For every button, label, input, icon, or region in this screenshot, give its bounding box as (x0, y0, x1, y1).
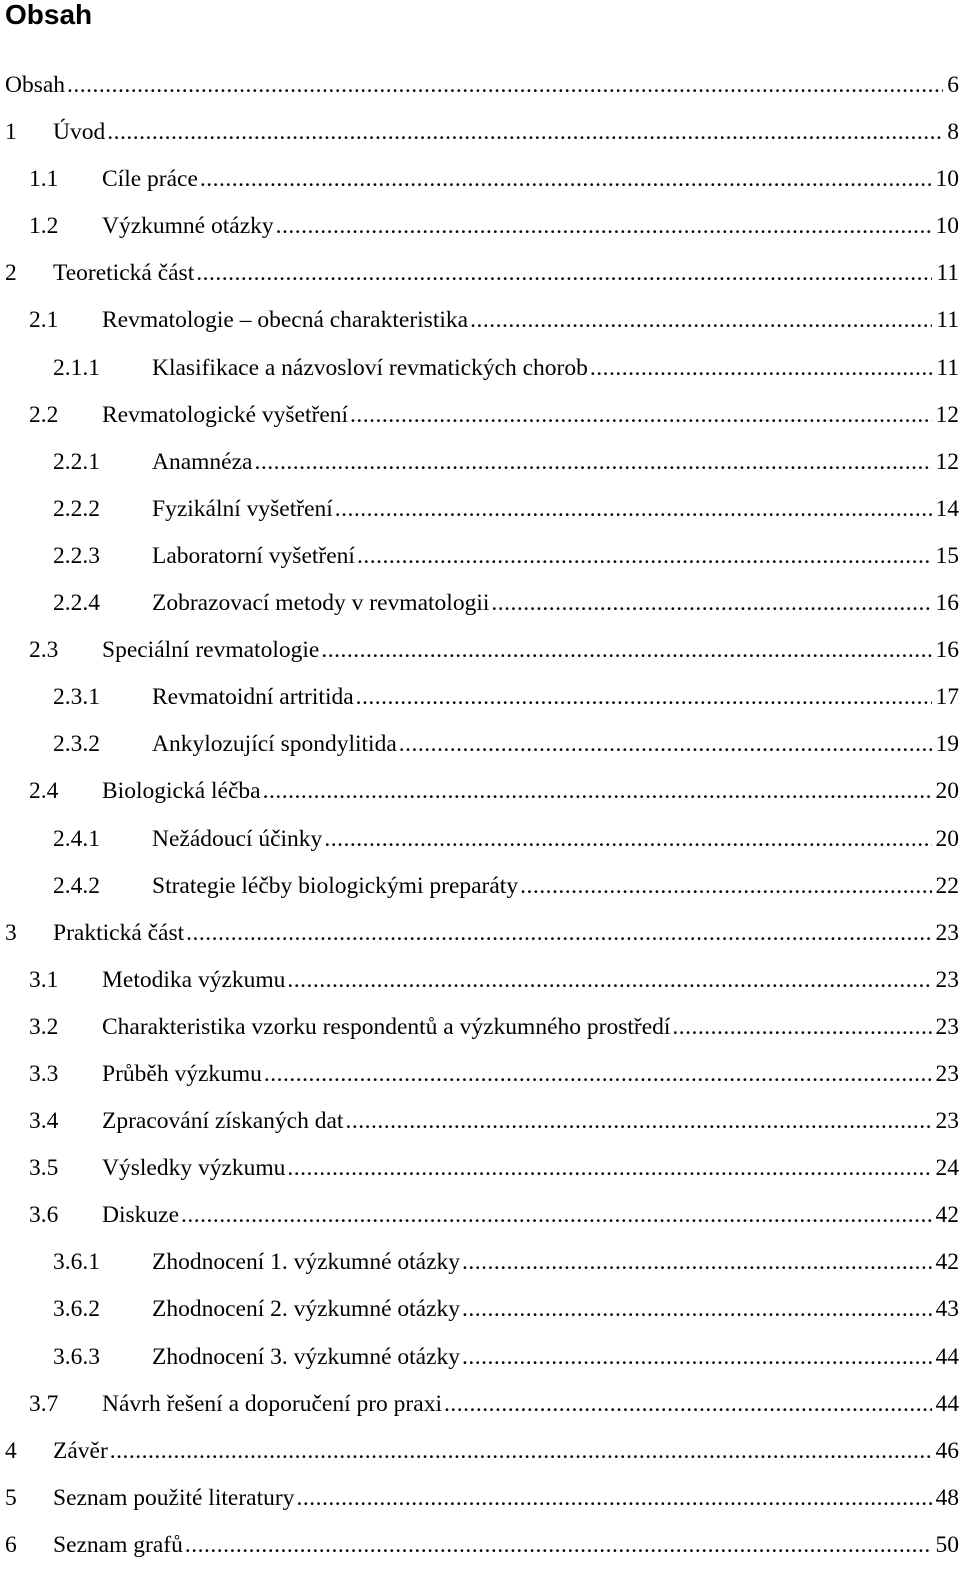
toc-entry-page-number[interactable]: 42 (932, 1192, 960, 1239)
toc-entry-page-number[interactable]: 10 (932, 203, 960, 250)
toc-entry-line (53, 910, 960, 957)
toc-entry[interactable] (0, 1475, 960, 1522)
toc-entry-number: 3.1 (29, 957, 58, 1004)
toc-entry-number: 3.7 (29, 1381, 58, 1428)
toc-entry[interactable] (0, 627, 960, 674)
toc-entry-line (152, 1334, 960, 1381)
toc-entry-line (102, 1004, 960, 1051)
dot-leader (335, 486, 932, 533)
toc-entry-label[interactable]: Nežádoucí účinky (152, 816, 324, 863)
dot-leader (590, 345, 932, 392)
toc-entry-line (102, 1145, 960, 1192)
toc-entry-page-number[interactable]: 14 (932, 486, 960, 533)
toc-entry[interactable] (0, 580, 960, 627)
dot-leader (321, 627, 931, 674)
toc-entry-number: 2.2 (29, 392, 58, 439)
toc-entry-label[interactable]: Návrh řešení a doporučení pro praxi (102, 1381, 444, 1428)
toc-entry-line (53, 1475, 960, 1522)
dot-leader (399, 721, 932, 768)
toc-entry-label[interactable]: Speciální revmatologie (102, 627, 321, 674)
toc-entry-label[interactable]: Výzkumné otázky (102, 203, 276, 250)
toc-entry[interactable] (0, 1192, 960, 1239)
toc-entry-line (102, 1381, 960, 1428)
toc-entry[interactable] (0, 439, 960, 486)
dot-leader (181, 1192, 931, 1239)
toc-entry[interactable] (0, 1428, 960, 1475)
toc-entry-number: 3.6 (29, 1192, 58, 1239)
toc-entry-label[interactable]: Výsledky výzkumu (102, 1145, 287, 1192)
toc-entry-line (152, 345, 960, 392)
toc-entry-page-number[interactable]: 19 (932, 721, 960, 768)
toc-entry[interactable] (0, 957, 960, 1004)
dot-leader (107, 109, 943, 156)
toc-entry-line (152, 439, 960, 486)
toc-entry-number: 3 (5, 910, 17, 957)
toc-entry-label[interactable]: Revmatoidní artritida (152, 674, 356, 721)
dot-leader (444, 1381, 932, 1428)
toc-entry-page-number[interactable]: 50 (932, 1522, 960, 1569)
toc-entry[interactable] (0, 863, 960, 910)
table-of-contents (0, 62, 960, 1569)
toc-entry-page-number[interactable]: 43 (932, 1286, 960, 1333)
toc-entry-line (152, 721, 960, 768)
toc-entry-page-number[interactable]: 6 (943, 62, 960, 109)
toc-entry[interactable] (0, 345, 960, 392)
toc-entry-number: 2.2.2 (53, 486, 100, 533)
toc-entry-number: 3.6.2 (53, 1286, 100, 1333)
toc-entry[interactable] (0, 721, 960, 768)
toc-entry-line (102, 392, 960, 439)
dot-leader (287, 1145, 931, 1192)
toc-entry[interactable] (0, 156, 960, 203)
toc-entry-label[interactable]: Zpracování získaných dat (102, 1098, 345, 1145)
toc-entry-label[interactable]: Teoretická část (53, 250, 196, 297)
toc-entry[interactable] (0, 62, 960, 109)
toc-entry-line (152, 674, 960, 721)
toc-entry-page-number[interactable]: 8 (943, 109, 960, 156)
toc-entry-number: 2 (5, 250, 17, 297)
toc-entry-label[interactable]: Diskuze (102, 1192, 181, 1239)
toc-entry-label[interactable]: Ankylozující spondylitida (152, 721, 399, 768)
toc-entry-line (102, 768, 960, 815)
toc-entry[interactable] (0, 1051, 960, 1098)
toc-entry-label[interactable]: Zhodnocení 3. výzkumné otázky (152, 1334, 462, 1381)
dot-leader (345, 1098, 931, 1145)
dot-leader (67, 62, 943, 109)
dot-leader (491, 580, 931, 627)
toc-entry-number: 2.2.3 (53, 533, 100, 580)
toc-entry-line (102, 203, 960, 250)
toc-entry-number: 2.4.1 (53, 816, 100, 863)
toc-entry-page-number[interactable]: 23 (932, 957, 960, 1004)
toc-entry-label[interactable]: Laboratorní vyšetření (152, 533, 357, 580)
toc-entry-label[interactable]: Zobrazovací metody v revmatologii (152, 580, 491, 627)
toc-entry[interactable] (0, 392, 960, 439)
toc-entry-line (102, 957, 960, 1004)
toc-entry[interactable] (0, 768, 960, 815)
toc-entry-label[interactable]: Revmatologické vyšetření (102, 392, 350, 439)
dot-leader (186, 910, 931, 957)
toc-entry-page-number[interactable]: 16 (932, 627, 960, 674)
toc-entry-number: 2.4.2 (53, 863, 100, 910)
toc-entry-page-number[interactable]: 23 (932, 1051, 960, 1098)
toc-entry-number: 1.2 (29, 203, 58, 250)
toc-entry-number: 2.3 (29, 627, 58, 674)
toc-entry-number: 2.4 (29, 768, 58, 815)
toc-entry-line (152, 533, 960, 580)
dot-leader (357, 533, 932, 580)
page-title: Obsah (5, 0, 92, 36)
dot-leader (462, 1286, 931, 1333)
dot-leader (356, 674, 932, 721)
toc-entry-page-number[interactable]: 22 (932, 863, 960, 910)
toc-entry-line (102, 627, 960, 674)
dot-leader (196, 250, 932, 297)
toc-entry-number: 2.1 (29, 297, 58, 344)
toc-entry-number: 5 (5, 1475, 17, 1522)
toc-entry-line (53, 1522, 960, 1569)
toc-entry-number: 2.1.1 (53, 345, 100, 392)
toc-entry-line (152, 816, 960, 863)
toc-entry[interactable] (0, 1004, 960, 1051)
toc-entry-label[interactable]: Metodika výzkumu (102, 957, 287, 1004)
toc-entry-line (152, 1239, 960, 1286)
dot-leader (254, 439, 931, 486)
toc-entry-label[interactable]: Biologická léčba (102, 768, 263, 815)
toc-entry-number: 6 (5, 1522, 17, 1569)
toc-entry-label[interactable]: Fyzikální vyšetření (152, 486, 335, 533)
dot-leader (462, 1239, 931, 1286)
toc-entry-page-number[interactable]: 20 (932, 768, 960, 815)
toc-entry-line (152, 580, 960, 627)
toc-entry-number: 3.4 (29, 1098, 58, 1145)
toc-entry-page-number[interactable]: 44 (932, 1334, 960, 1381)
toc-entry-label[interactable]: Revmatologie – obecná charakteristika (102, 297, 470, 344)
toc-entry[interactable] (0, 203, 960, 250)
toc-entry-label[interactable]: Anamnéza (152, 439, 254, 486)
toc-entry-page-number[interactable]: 23 (932, 1004, 960, 1051)
toc-entry-line (53, 109, 960, 156)
toc-entry-number: 2.3.1 (53, 674, 100, 721)
toc-entry[interactable] (0, 297, 960, 344)
toc-entry-label[interactable]: Úvod (53, 109, 107, 156)
toc-entry[interactable] (0, 250, 960, 297)
toc-entry-page-number[interactable]: 11 (932, 250, 960, 297)
toc-entry-page-number[interactable]: 24 (932, 1145, 960, 1192)
toc-entry-line (152, 863, 960, 910)
toc-entry-label[interactable]: Zhodnocení 1. výzkumné otázky (152, 1239, 462, 1286)
toc-entry-label[interactable]: Seznam grafů (53, 1522, 185, 1569)
dot-leader (185, 1522, 932, 1569)
toc-entry-label[interactable]: Klasifikace a názvosloví revmatických chorob (152, 345, 590, 392)
toc-entry-page-number[interactable]: 12 (932, 439, 960, 486)
toc-entry[interactable] (0, 674, 960, 721)
toc-entry[interactable] (0, 1522, 960, 1569)
toc-entry[interactable] (0, 910, 960, 957)
toc-entry-page-number[interactable]: 11 (932, 345, 960, 392)
dot-leader (296, 1475, 931, 1522)
dot-leader (264, 1051, 932, 1098)
toc-entry[interactable] (0, 109, 960, 156)
dot-leader (350, 392, 931, 439)
toc-entry-number: 1.1 (29, 156, 58, 203)
toc-entry-label[interactable]: Seznam použité literatury (53, 1475, 296, 1522)
toc-entry-label[interactable]: Cíle práce (102, 156, 200, 203)
toc-entry[interactable] (0, 1334, 960, 1381)
toc-entry[interactable] (0, 1286, 960, 1333)
toc-entry-number: 1 (5, 109, 17, 156)
toc-entry-label[interactable]: Zhodnocení 2. výzkumné otázky (152, 1286, 462, 1333)
toc-entry-line (102, 156, 960, 203)
toc-entry-number: 2.2.1 (53, 439, 100, 486)
toc-entry-number: 3.6.3 (53, 1334, 100, 1381)
toc-entry-page-number[interactable]: 17 (932, 674, 960, 721)
toc-entry-line (53, 1428, 960, 1475)
toc-entry-label[interactable]: Průběh výzkumu (102, 1051, 264, 1098)
toc-entry-page-number[interactable]: 23 (932, 1098, 960, 1145)
toc-entry-number: 2.3.2 (53, 721, 100, 768)
toc-entry-line (152, 486, 960, 533)
toc-entry-page-number[interactable]: 46 (932, 1428, 960, 1475)
toc-entry-label[interactable]: Praktická část (53, 910, 186, 957)
toc-entry-page-number[interactable]: 16 (932, 580, 960, 627)
toc-entry-number: 2.2.4 (53, 580, 100, 627)
dot-leader (287, 957, 931, 1004)
toc-entry-number: 3.5 (29, 1145, 58, 1192)
dot-leader (520, 863, 931, 910)
dot-leader (276, 203, 932, 250)
dot-leader (672, 1004, 931, 1051)
toc-entry-line (53, 250, 960, 297)
toc-entry[interactable] (0, 533, 960, 580)
toc-entry[interactable] (0, 1381, 960, 1428)
toc-entry-label[interactable]: Charakteristika vzorku respondentů a výzkumného prostředí (102, 1004, 672, 1051)
dot-leader (110, 1428, 932, 1475)
toc-entry-line (152, 1286, 960, 1333)
toc-entry-label[interactable]: Obsah (5, 62, 67, 109)
toc-entry-page-number[interactable]: 15 (932, 533, 960, 580)
toc-entry-page-number[interactable]: 20 (932, 816, 960, 863)
toc-entry[interactable] (0, 486, 960, 533)
toc-entry-number: 3.2 (29, 1004, 58, 1051)
toc-entry-label[interactable]: Závěr (53, 1428, 110, 1475)
dot-leader (462, 1334, 931, 1381)
toc-entry-page-number[interactable]: 10 (932, 156, 960, 203)
toc-entry-page-number[interactable]: 48 (932, 1475, 960, 1522)
toc-entry-page-number[interactable]: 23 (932, 910, 960, 957)
toc-entry[interactable] (0, 816, 960, 863)
toc-entry-line (5, 62, 960, 109)
toc-entry-line (102, 1192, 960, 1239)
toc-entry-line (102, 1051, 960, 1098)
dot-leader (263, 768, 932, 815)
toc-entry[interactable] (0, 1145, 960, 1192)
dot-leader (200, 156, 932, 203)
toc-entry[interactable] (0, 1239, 960, 1286)
toc-entry-number: 3.6.1 (53, 1239, 100, 1286)
toc-entry-page-number[interactable]: 11 (932, 297, 960, 344)
toc-entry-number: 4 (5, 1428, 17, 1475)
toc-entry-line (102, 297, 960, 344)
toc-entry[interactable] (0, 1098, 960, 1145)
toc-entry-page-number[interactable]: 44 (932, 1381, 960, 1428)
dot-leader (324, 816, 931, 863)
toc-entry-label[interactable]: Strategie léčby biologickými preparáty (152, 863, 520, 910)
dot-leader (470, 297, 932, 344)
toc-entry-page-number[interactable]: 42 (932, 1239, 960, 1286)
toc-entry-page-number[interactable]: 12 (932, 392, 960, 439)
toc-entry-number: 3.3 (29, 1051, 58, 1098)
toc-entry-line (102, 1098, 960, 1145)
